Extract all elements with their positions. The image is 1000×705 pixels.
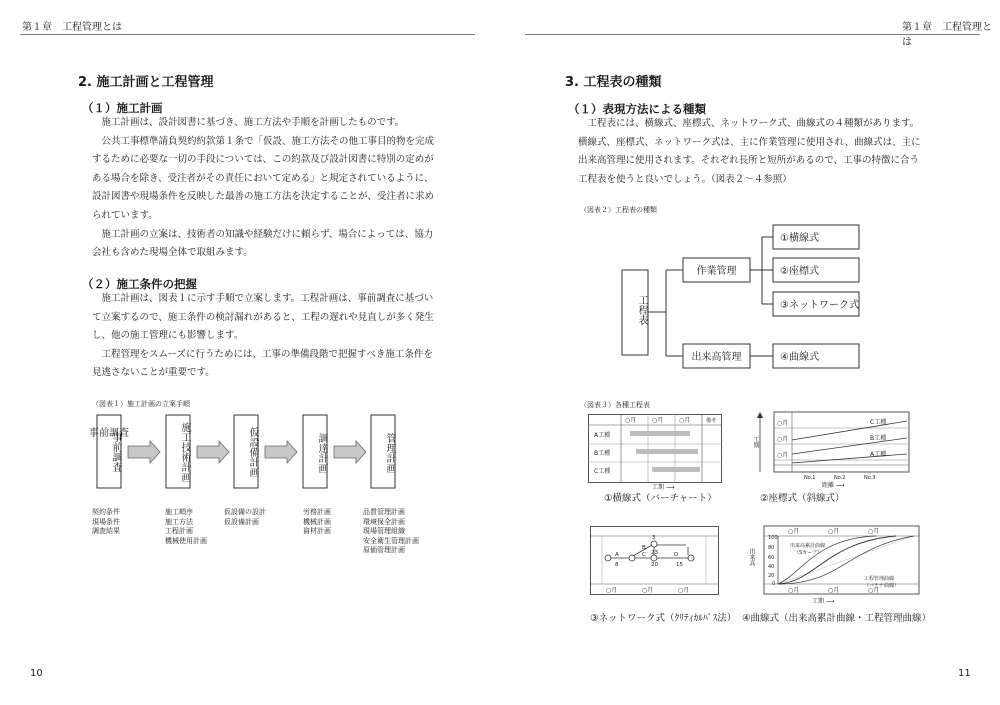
duration-label: 23	[651, 550, 658, 556]
header-rule-right	[525, 34, 980, 35]
page-number-right: 11	[958, 668, 971, 679]
flow-items-2	[165, 508, 207, 546]
list-item: 労務計画	[303, 508, 331, 516]
list-item: 機械計画	[303, 517, 331, 526]
work-label: C工種	[870, 419, 887, 426]
network-node	[605, 555, 611, 561]
paragraph: 施工計画は、設計図書に基づき、施工方法や手順を計画したものです。	[101, 117, 405, 128]
work-label: A工種	[870, 451, 887, 458]
month-label: ○月	[828, 528, 840, 535]
list-item: 現場管理組織	[363, 527, 405, 535]
list-item: 機械使用計画	[165, 536, 207, 545]
network-node	[688, 555, 694, 561]
chart-4-caption: ④曲線式（出来高累計曲線・工程管理曲線）	[742, 613, 932, 624]
flow-items-5	[363, 508, 419, 556]
month-label: ○月	[777, 420, 789, 427]
station-label: No.3	[864, 475, 876, 481]
tree-leaf-label-4: ④曲線式	[780, 352, 819, 363]
month-label: ○月	[642, 587, 654, 594]
chart-2-ylabel: 工期	[752, 436, 759, 448]
tree-connectors	[648, 237, 773, 356]
tree-leaf-label-3: ③ネットワーク式	[780, 300, 859, 311]
station-label: No.1	[804, 475, 816, 481]
activity-label: D	[674, 552, 679, 558]
subsection-title-3-1: （１）表現方法による種類	[568, 102, 706, 116]
curve-label: （バナナ曲線）	[864, 583, 900, 589]
flow-box-label: 事前調査	[89, 428, 129, 439]
list-item: 仮設備の設計	[224, 508, 266, 516]
list-item: 調査結果	[92, 527, 120, 535]
tree-leaf-label-2: ②座標式	[780, 266, 819, 277]
activity-label: B	[642, 545, 646, 551]
flow-box-3-label: 仮設備計画	[247, 427, 258, 477]
month-label: ○月	[788, 587, 800, 594]
network-node	[651, 541, 657, 547]
kouki-label: 工期	[812, 598, 825, 605]
flow-arrow-3	[265, 441, 297, 463]
station-label: No.2	[834, 475, 846, 481]
activity-label: C	[642, 552, 646, 558]
month-label: ○月	[868, 528, 880, 535]
list-item: 施工順序	[165, 508, 193, 516]
flow-items-3	[224, 508, 266, 527]
tree-leaf-label-1: ①横線式	[780, 233, 819, 244]
month-label: ○月	[625, 417, 637, 424]
list-item: 品質管理計画	[363, 508, 405, 516]
month-label: ○月	[678, 587, 690, 594]
paragraph: 工程管理をスムーズに行うためには、工事の準備段階で把握すべき施工条件を見逃さないことが重要です。	[92, 348, 433, 379]
month-label: ○月	[828, 587, 840, 594]
month-label: ○月	[606, 587, 618, 594]
duration-label: 20	[651, 562, 658, 568]
list-item: 安全衛生管理計画	[363, 536, 419, 545]
curve-label: 工程管理曲線	[864, 576, 895, 582]
y-tick: 0	[772, 581, 776, 587]
flow-box-4-label: 調達計画	[316, 433, 327, 473]
curve-label: （Sカーブ）	[794, 550, 822, 556]
duration-label: 8	[615, 562, 619, 568]
subsection-body-3-1	[578, 115, 923, 189]
list-item: 原価管理計画	[363, 546, 405, 554]
section-title-2: 2. 施工計画と工程管理	[78, 75, 214, 90]
paragraph: 施工計画は、図表１に示す手順で立案します。工程計画は、事前調査に基づいて立案するので、施工条件の検討漏れがあると、工程の遅れや見直しが多く発生し、他の施工管理にも影響します。	[92, 293, 434, 342]
y-tick: 80	[768, 545, 775, 551]
paragraph: 公共工事標準請負契約約款第１条で「仮設、施工方法その他工事目的物を完成するために必要な一切の手段については、この約款及び設計図書に特別の定めがある場合を除き、受注者がその責任において定める」と規定されているように、設計図書や現場条件を反映した最善の施工方法を決定することが、受注者に求められています。	[92, 135, 435, 221]
list-item: 現場条件	[92, 517, 120, 526]
work-label: B工種	[594, 450, 611, 457]
bar-a	[630, 431, 690, 436]
figure-2-caption: （図表２）工程表の種類	[580, 206, 657, 214]
note-label: 備考	[706, 418, 717, 424]
chart-2-xlabel: 距離 ⟶	[822, 482, 845, 489]
list-item: 環境保全計画	[363, 517, 405, 526]
figure-1-caption: （図表１）施工計画の立案手順	[92, 400, 190, 408]
work-label: B工種	[870, 435, 887, 442]
subsection-title-2: （２）施工条件の把握	[82, 277, 197, 291]
chart-1-caption: ①横線式（バーチャート）	[604, 493, 717, 504]
y-tick: 60	[768, 555, 775, 561]
chart-3-caption: ③ネットワーク式（ｸﾘﾃｨｶﾙﾊﾟｽ法）	[590, 613, 737, 624]
bar-c	[652, 467, 700, 472]
figure-3-caption: （図表３）各種工程表	[580, 401, 650, 409]
kouki-label: 工期	[652, 484, 665, 491]
flow-box-2-label: 施工技術計画	[179, 422, 190, 482]
flow-box-5-label: 管理計画	[384, 433, 395, 473]
paragraph: 施工計画の立案は、技術者の知識や経験だけに頼らず、場合によっては、協力会社も含めた現場全体で取組みます。	[92, 228, 434, 259]
activity-label: A	[615, 552, 619, 558]
page-number-left: 10	[30, 668, 43, 679]
kyori-label: 距離	[822, 482, 835, 489]
curve-label: 出来高累計曲線	[790, 543, 826, 549]
month-label: ○月	[788, 528, 800, 535]
list-item: 工程計画	[165, 527, 193, 535]
chart-2-caption: ②座標式（斜線式）	[760, 493, 845, 504]
work-label: C工種	[594, 468, 611, 475]
subsection-title-1: （１）施工計画	[82, 101, 163, 115]
list-item: 仮設備計画	[224, 517, 259, 526]
node-id: 3	[652, 535, 656, 541]
month-label: ○月	[679, 417, 691, 424]
work-label: A工種	[594, 432, 611, 439]
y-tick: 100	[768, 535, 778, 541]
month-label: ○月	[777, 452, 789, 459]
bar-b	[636, 449, 698, 454]
flow-box-1-label: 事前調査	[110, 432, 121, 472]
flow-arrow-1	[128, 441, 160, 463]
chart-1-axis-label: 工期 ⟶	[652, 484, 675, 491]
flow-arrow-2	[197, 441, 229, 463]
list-item: 施工方法	[165, 517, 193, 526]
flow-items-1	[92, 508, 120, 537]
list-item: 契約条件	[92, 508, 120, 516]
month-label: ○月	[868, 587, 880, 594]
y-tick: 40	[768, 564, 775, 570]
tree-root-label: 工程表	[636, 295, 647, 325]
tree-branch-label-1: 作業管理	[696, 266, 737, 277]
month-label: ○月	[777, 436, 789, 443]
y-tick: 20	[768, 573, 775, 579]
month-label: ○月	[652, 417, 664, 424]
section-title-3: 3. 工程表の種類	[565, 75, 662, 90]
chart-4-xlabel: 工期 ⟶	[812, 598, 835, 605]
running-header-right: 第１章 工程管理とは	[902, 22, 992, 48]
flow-items-4	[303, 508, 331, 537]
tree-branch-label-2: 出来高管理	[691, 352, 742, 363]
list-item: 資材計画	[303, 527, 331, 535]
running-header-left: 第１章 工程管理とは	[22, 22, 122, 33]
duration-label: 15	[676, 562, 683, 568]
paragraph: 工程表には、横線式、座標式、ネットワーク式、曲線式の４種類があります。横線式、座標式、ネットワーク式は、主に作業管理に使用され、曲線式は、主に出来高管理に使用されます。それぞれ長所と短所があるので、工事の特徴に合う工程表を使うと良いでしょう。（図表２～４参照）	[578, 118, 921, 185]
network-node	[629, 555, 635, 561]
chart-4-ylabel: 出来高	[748, 548, 755, 566]
flow-arrow-4	[334, 441, 366, 463]
chart-4-curves	[746, 524, 921, 604]
chart-1-barchart	[588, 414, 723, 484]
chart-3-network	[590, 526, 720, 596]
chart-2-coordinate	[752, 410, 912, 485]
